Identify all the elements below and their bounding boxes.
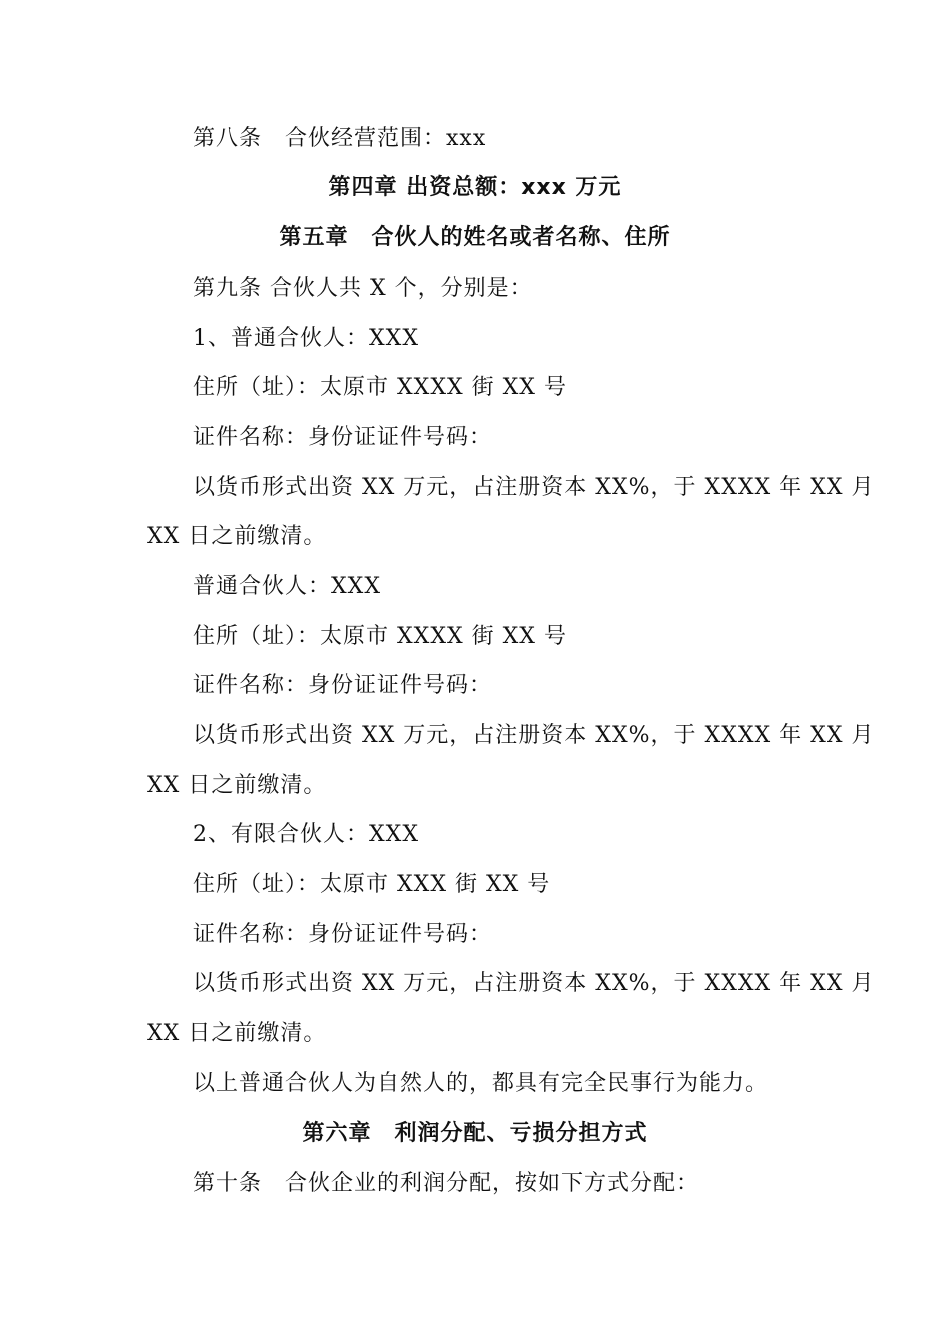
id-3: 证件名称：身份证证件号码： <box>193 922 493 947</box>
general-partner-2: 普通合伙人：XXX <box>193 574 381 599</box>
contribution-3-cont: XX 日之前缴清。 <box>147 1021 327 1046</box>
contribution-1-cont: XX 日之前缴清。 <box>147 524 327 549</box>
chapter-4-heading: 第四章 出资总额：xxx 万元 <box>328 175 622 200</box>
address-1: 住所（址）：太原市 XXXX 街 XX 号 <box>193 375 567 400</box>
chapter-6-heading: 第六章 利润分配、亏损分担方式 <box>302 1121 648 1146</box>
chapter-5-heading: 第五章 合伙人的姓名或者名称、住所 <box>279 225 671 250</box>
article-8: 第八条 合伙经营范围：xxx <box>193 126 487 151</box>
id-2: 证件名称：身份证证件号码： <box>193 673 493 698</box>
contribution-3: 以货币形式出资 XX 万元，占注册资本 XX%，于 XXXX 年 XX 月 <box>193 971 875 996</box>
article-10: 第十条 合伙企业的利润分配，按如下方式分配： <box>193 1171 700 1196</box>
address-3: 住所（址）：太原市 XXX 街 XX 号 <box>193 872 551 897</box>
article-9: 第九条 合伙人共 X 个，分别是： <box>193 276 533 301</box>
id-1: 证件名称：身份证证件号码： <box>193 425 493 450</box>
capacity-statement: 以上普通合伙人为自然人的，都具有完全民事行为能力。 <box>193 1071 769 1096</box>
contribution-1: 以货币形式出资 XX 万元，占注册资本 XX%，于 XXXX 年 XX 月 <box>193 475 875 500</box>
contribution-2: 以货币形式出资 XX 万元，占注册资本 XX%，于 XXXX 年 XX 月 <box>193 723 875 748</box>
contribution-2-cont: XX 日之前缴清。 <box>147 773 327 798</box>
limited-partner: 2、有限合伙人：XXX <box>193 822 419 847</box>
address-2: 住所（址）：太原市 XXXX 街 XX 号 <box>193 624 567 649</box>
general-partner-1: 1、普通合伙人：XXX <box>193 326 419 351</box>
